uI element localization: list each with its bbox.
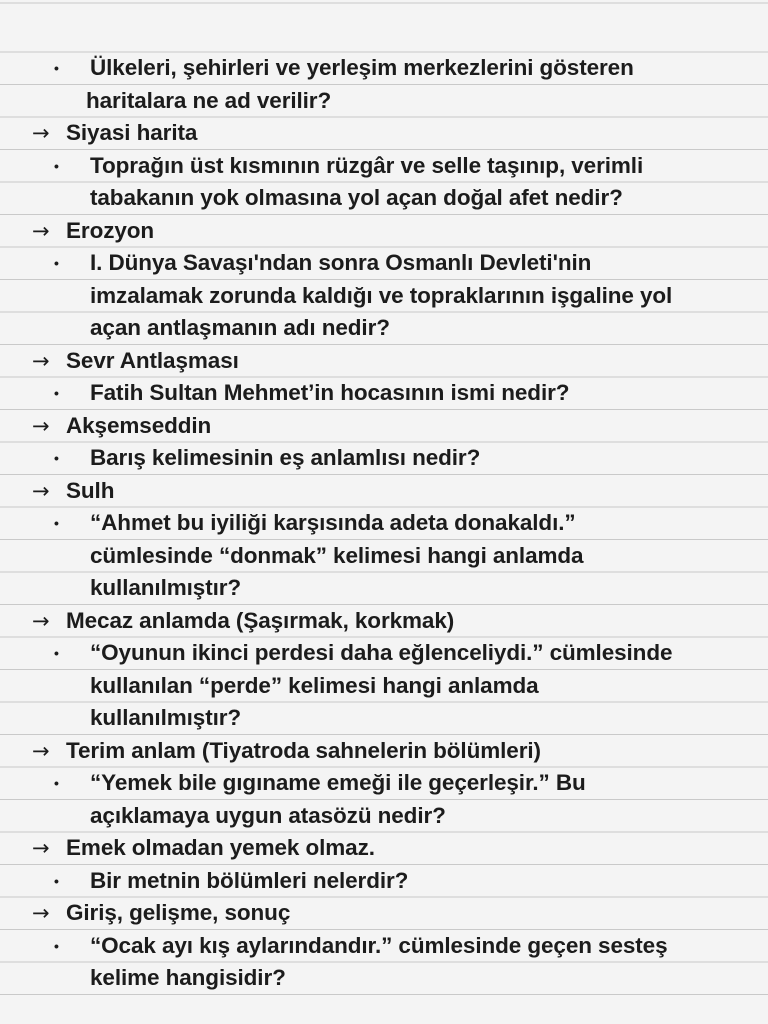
question-text: Ülkeleri, şehirleri ve yerleşim merkezlerini gösteren	[90, 55, 634, 80]
question-line	[0, 377, 768, 410]
question-text: açan antlaşmanın adı nedir?	[90, 315, 390, 340]
lined-note-sheet	[0, 52, 768, 995]
question-line	[0, 670, 768, 703]
question-line	[0, 930, 768, 963]
question-line	[0, 767, 768, 800]
question-text: “Ocak ayı kış aylarındandır.” cümlesinde geçen sesteş	[90, 932, 668, 958]
bullet-icon: •	[54, 60, 59, 76]
bullet-icon: •	[54, 255, 59, 271]
arrow-right-icon: →	[32, 901, 50, 925]
answer-line	[0, 897, 768, 930]
question-line	[0, 442, 768, 475]
bullet-icon: •	[54, 450, 59, 466]
question-line	[0, 312, 768, 345]
question-text: Toprağın üst kısmının rüzgâr ve selle taşınıp, verimli	[90, 152, 644, 178]
question-text: “Oyunun ikinci perdesi daha eğlenceliydi.” cümlesinde	[90, 640, 673, 665]
question-text: “Ahmet bu iyiliği karşısında adeta donakaldı.”	[90, 510, 576, 535]
answer-line	[0, 832, 768, 865]
question-text: imzalamak zorunda kaldığı ve topraklarının işgaline yol	[90, 282, 673, 308]
answer-text: Erozyon	[66, 217, 155, 243]
answer-text: Mecaz anlamda (Şaşırmak, korkmak)	[66, 607, 455, 633]
question-line	[0, 280, 768, 313]
question-line	[0, 507, 768, 540]
bullet-icon: •	[54, 937, 59, 954]
answer-text: Giriş, gelişme, sonuç	[66, 900, 291, 925]
arrow-right-icon: →	[32, 348, 50, 373]
question-text: “Yemek bile gıgıname emeği ile geçerleşir.” Bu	[90, 770, 586, 795]
arrow-right-icon: →	[32, 608, 50, 633]
answer-text: Terim anlam (Tiyatroda sahnelerin bölümleri)	[66, 737, 541, 763]
answer-text: Emek olmadan yemek olmaz.	[66, 835, 375, 860]
answer-text: Siyasi harita	[66, 120, 198, 145]
answer-line	[0, 410, 768, 443]
question-line	[0, 572, 768, 605]
question-line	[0, 52, 768, 85]
question-line	[0, 150, 768, 183]
answer-line	[0, 117, 768, 150]
bullet-icon: •	[54, 515, 59, 531]
answer-line	[0, 605, 768, 638]
bullet-icon: •	[54, 385, 59, 401]
question-text: tabakanın yok olmasına yol açan doğal afet nedir?	[90, 185, 623, 210]
question-line	[0, 247, 768, 280]
question-line	[0, 182, 768, 215]
bullet-icon: •	[54, 157, 59, 174]
answer-text: Akşemseddin	[66, 412, 212, 438]
answer-line	[0, 735, 768, 768]
question-line	[0, 800, 768, 833]
arrow-right-icon: →	[32, 478, 50, 503]
bullet-icon: •	[54, 645, 59, 661]
answer-line	[0, 215, 768, 248]
answer-text: Sulh	[66, 477, 115, 503]
question-text: kelime hangisidir?	[90, 965, 286, 990]
question-text: Fatih Sultan Mehmet’in hocasının ismi nedir?	[90, 380, 570, 405]
answer-line	[0, 475, 768, 508]
question-text: kullanılmıştır?	[90, 575, 242, 600]
arrow-right-icon: →	[32, 218, 50, 243]
arrow-right-icon: →	[32, 738, 50, 763]
arrow-right-icon: →	[32, 121, 50, 145]
question-text: I. Dünya Savaşı'ndan sonra Osmanlı Devleti'nin	[90, 250, 592, 275]
question-text: haritalara ne ad verilir?	[86, 87, 332, 113]
bullet-icon: •	[54, 775, 59, 791]
question-text: kullanılan “perde” kelimesi hangi anlamda	[90, 672, 539, 698]
question-line	[0, 962, 768, 995]
question-line	[0, 85, 768, 118]
answer-line	[0, 345, 768, 378]
question-text: açıklamaya uygun atasözü nedir?	[90, 802, 446, 828]
question-line	[0, 540, 768, 573]
arrow-right-icon: →	[32, 836, 50, 860]
question-text: Barış kelimesinin eş anlamlısı nedir?	[90, 445, 481, 470]
question-text: Bir metnin bölümleri nelerdir?	[90, 867, 409, 893]
bullet-icon: •	[54, 872, 59, 889]
arrow-right-icon: →	[32, 413, 50, 438]
question-text: kullanılmıştır?	[90, 705, 242, 730]
question-text: cümlesinde “donmak” kelimesi hangi anlamda	[90, 542, 584, 568]
question-line	[0, 865, 768, 898]
question-line	[0, 702, 768, 735]
question-line	[0, 637, 768, 670]
answer-text: Sevr Antlaşması	[66, 347, 239, 373]
